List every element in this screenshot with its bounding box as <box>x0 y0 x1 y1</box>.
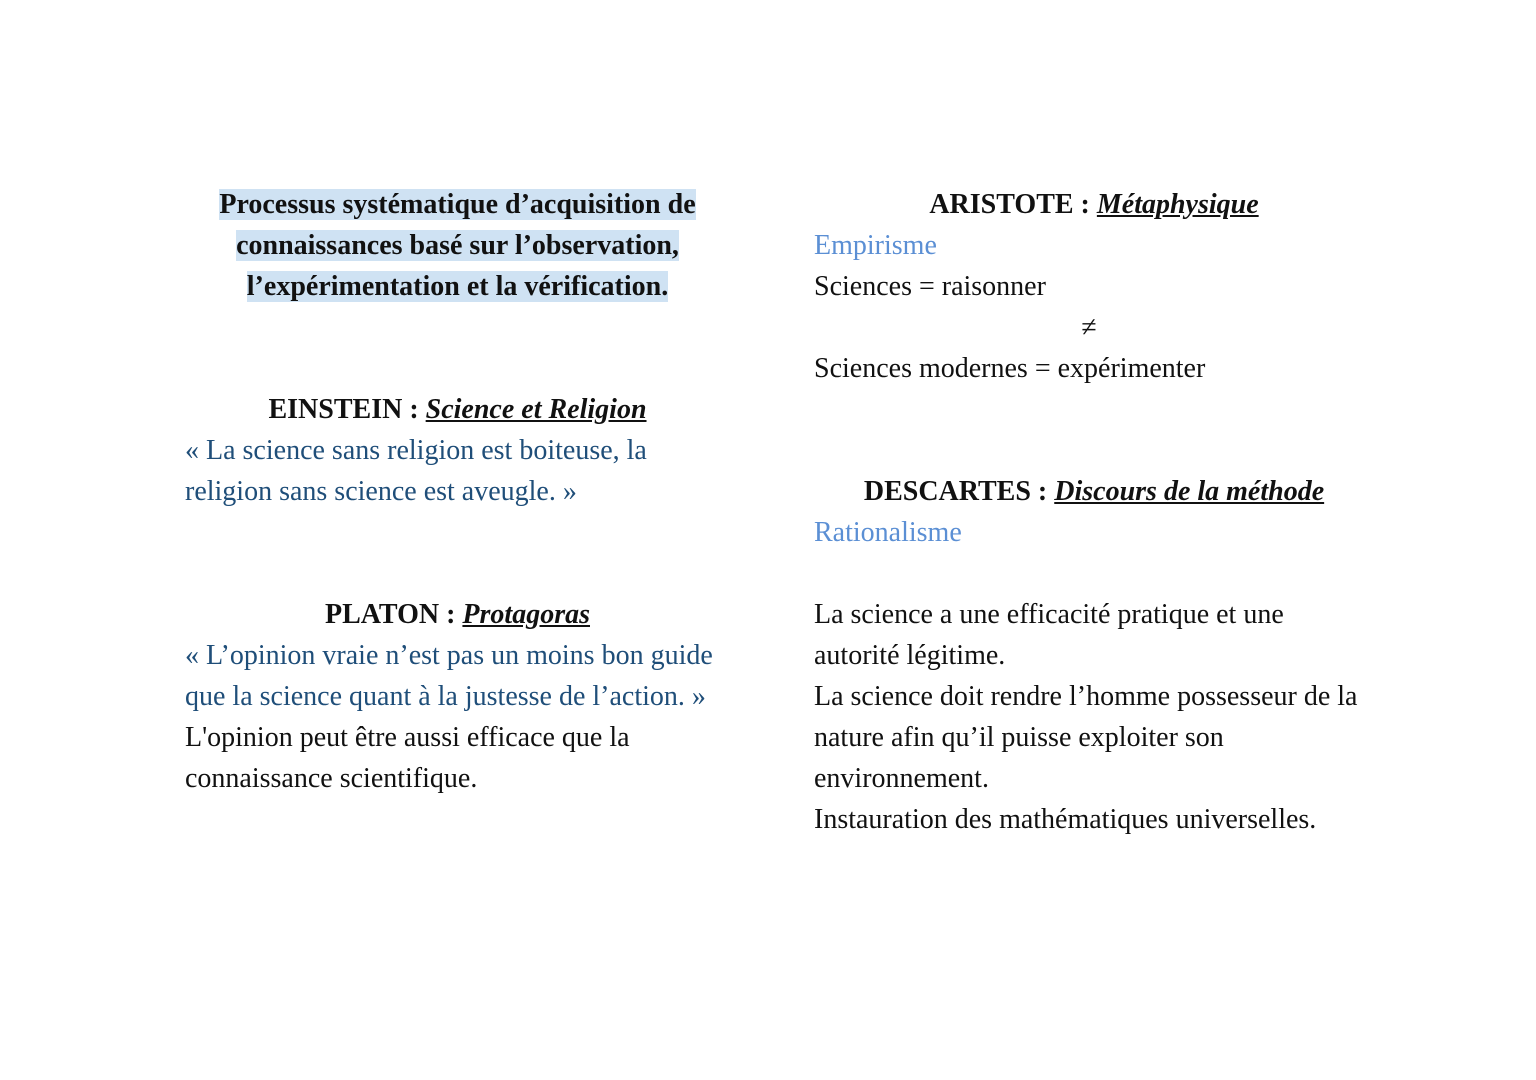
aristote-work: Métaphysique <box>1096 189 1259 220</box>
descartes-work: Discours de la méthode <box>1054 476 1325 507</box>
einstein-author: EINSTEIN : <box>268 394 426 425</box>
descartes-heading <box>814 471 1374 512</box>
einstein-work: Science et Religion <box>425 394 647 425</box>
einstein-heading <box>185 389 730 430</box>
platon-comment: L'opinion peut être aussi efficace que la connaissance scientifique. <box>185 722 630 794</box>
science-paragraph-mathematiques: Instauration des mathématiques universelles. <box>814 804 1317 835</box>
left-column <box>185 184 730 799</box>
platon-author: PLATON : <box>325 599 463 630</box>
science-paragraph-possesseur: La science doit rendre l’homme possesseur de la nature afin qu’il puisse exploiter son environnement. <box>814 681 1358 794</box>
platon-quote: « L’opinion vraie n’est pas un moins bon guide que la science quant à la justesse de l’action. » <box>185 640 713 712</box>
definition-line: connaissances basé sur l’observation, <box>236 230 679 261</box>
not-equal-sign: ≠ <box>1081 312 1097 343</box>
descartes-concept: Rationalisme <box>814 517 962 548</box>
aristote-concept: Empirisme <box>814 230 937 261</box>
platon-heading <box>185 594 730 635</box>
einstein-quote: « La science sans religion est boiteuse, la religion sans science est aveugle. » <box>185 435 647 507</box>
aristote-line-raisonner: Sciences = raisonner <box>814 271 1046 302</box>
definition-line: Processus systématique d’acquisition de <box>219 189 696 220</box>
aristote-line-experimenter: Sciences modernes = expérimenter <box>814 353 1206 384</box>
descartes-author: DESCARTES : <box>863 476 1055 507</box>
definition-line: l’expérimentation et la vérification. <box>246 271 669 302</box>
definition-block <box>185 184 730 307</box>
right-column <box>814 184 1374 840</box>
platon-work: Protagoras <box>462 599 590 630</box>
aristote-author: ARISTOTE : <box>929 189 1097 220</box>
science-paragraph-efficacite: La science a une efficacité pratique et une autorité légitime. <box>814 599 1284 671</box>
aristote-heading <box>814 184 1374 225</box>
